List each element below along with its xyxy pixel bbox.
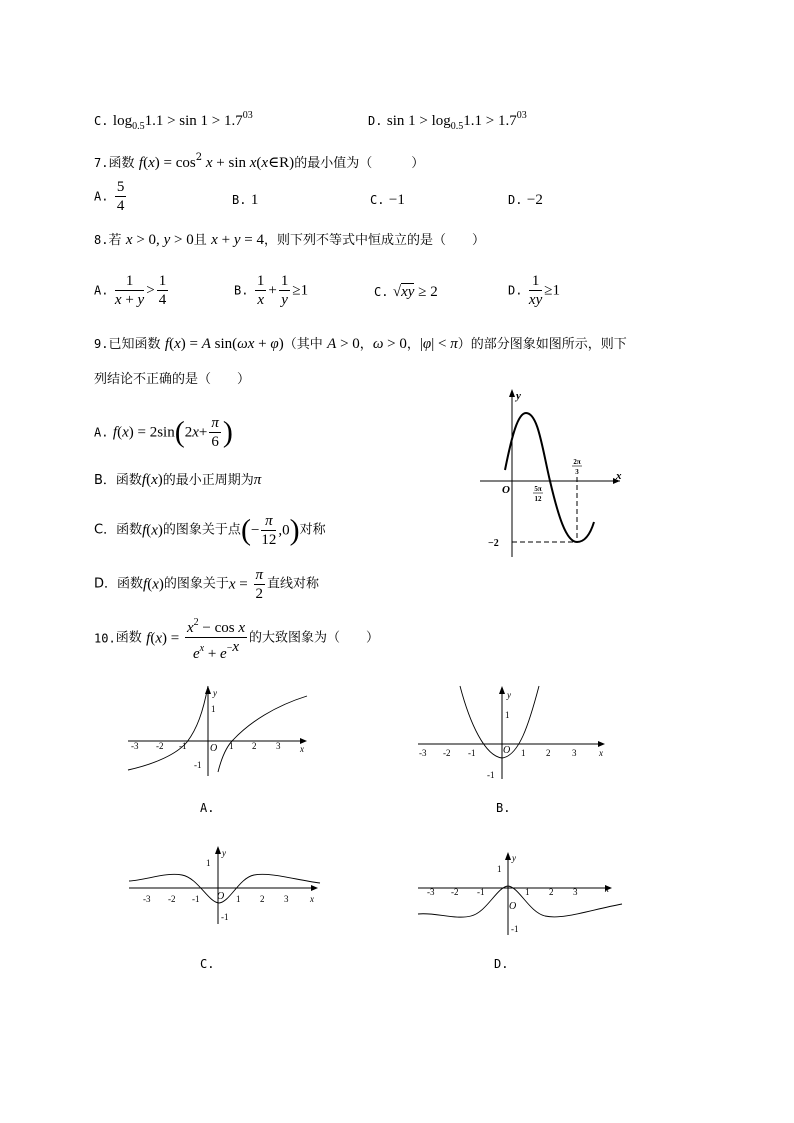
q8-stem: 8.若 x > 0, y > 0且 x + y = 4，则下列不等式中恒成立的是（ ） (94, 232, 485, 248)
q9-tick-2pi3: 2π (573, 458, 581, 466)
svg-text:1: 1 (505, 710, 510, 720)
q7-function: f (138, 155, 144, 171)
svg-text:-1: -1 (468, 748, 476, 758)
q7-option-a[interactable]: A. $\frac{5}{4}$ (94, 179, 125, 214)
svg-text:O: O (509, 901, 517, 912)
q9-tick-5pi12: 5π (534, 485, 542, 493)
svg-text:1: 1 (525, 887, 530, 897)
svg-text:1: 1 (229, 741, 234, 751)
svg-text:2: 2 (549, 887, 554, 897)
svg-text:2: 2 (260, 894, 265, 904)
q9-stem-line2: 列结论不正确的是（ ） (94, 372, 251, 387)
svg-text:-1: -1 (194, 760, 202, 770)
svg-text:-1: -1 (192, 894, 200, 904)
svg-text:-2: -2 (451, 887, 459, 897)
svg-text:O: O (210, 743, 218, 754)
q9-curve (505, 413, 594, 542)
svg-text:-2: -2 (443, 748, 451, 758)
q10-caption-a: A. (200, 801, 215, 815)
q6-option-d-math: $\sin 1 > \log_{0.5}1.1 > 1.7^{03}$ (386, 110, 527, 132)
q9-option-a[interactable]: A. f(x) = 2sin(2x+ $\frac{\pi}{6}$ ) (94, 415, 233, 450)
svg-text:-1: -1 (511, 924, 519, 934)
svg-text:-1: -1 (487, 770, 495, 780)
q6-option-c-math: $\log_{0.5}1.1 > \sin 1 > 1.7^{03}$ (112, 110, 253, 132)
svg-text:3: 3 (284, 894, 289, 904)
q6-option-d[interactable]: D. $\sin 1 > \log_{0.5}1.1 > 1.7^{03}$ (368, 110, 527, 132)
svg-text:-1: -1 (179, 741, 187, 751)
svg-text:x: x (310, 894, 314, 904)
q6-option-c[interactable]: C. $\log_{0.5}1.1 > \sin 1 > 1.7^{03}$ (94, 110, 253, 132)
q9-stem-line1: 9.已知函数 f(x) = A sin(ωx + φ)（其中 A > 0，ω > 0，|φ| < π）的部分图象如图所示，则下 (94, 336, 627, 352)
svg-text:12: 12 (534, 495, 542, 503)
q8-option-b[interactable]: B. $\frac{1}{x}$ + $\frac{1}{y}$ ≥1 (234, 273, 309, 308)
svg-text:x: x (605, 884, 609, 894)
svg-text:2: 2 (252, 741, 257, 751)
q9-y-arrow (509, 389, 515, 397)
svg-text:x: x (599, 748, 603, 758)
q8-option-a[interactable]: A. $\frac{1}{x + y}$ > $\frac{1}{4}$ (94, 273, 167, 308)
svg-text:O: O (217, 891, 225, 902)
svg-text:-3: -3 (131, 741, 139, 751)
svg-text:-2: -2 (168, 894, 176, 904)
q7-option-c[interactable]: C. −1 (370, 192, 405, 208)
svg-text:3: 3 (572, 748, 577, 758)
svg-text:1: 1 (236, 894, 241, 904)
svg-text:O: O (503, 745, 511, 756)
svg-text:3: 3 (575, 468, 579, 476)
q10-graph-d (415, 850, 625, 935)
q10-caption-d: D. (494, 957, 509, 971)
svg-text:1: 1 (206, 858, 211, 868)
q9-graph (478, 385, 628, 560)
q10-caption-c: C. (200, 957, 215, 971)
q8-option-c[interactable]: C. √xy ≥ 2 (374, 284, 438, 300)
svg-text:-2: -2 (156, 741, 164, 751)
svg-text:1: 1 (211, 704, 216, 714)
svg-text:-3: -3 (419, 748, 427, 758)
svg-text:1: 1 (497, 864, 502, 874)
q9-x-label: x (616, 470, 622, 482)
svg-text:-1: -1 (221, 912, 229, 922)
svg-text:3: 3 (573, 887, 578, 897)
svg-text:y: y (222, 848, 226, 858)
svg-text:y: y (512, 853, 516, 863)
q9-origin: O (502, 484, 510, 496)
q9-option-d[interactable]: D．函数f(x)的图象关于x = $\frac{\pi}{2}$ 直线对称 (94, 567, 320, 602)
q10-stem: 10.函数 f(x) = $\frac{x^2 - \cos x}{e^x + e^{-x}}$ 的大致图象为（ ） (94, 614, 379, 663)
q9-option-c[interactable]: C．函数f(x)的图象关于点(− $\frac{\pi}{12}$ ,0)对称 (94, 513, 326, 548)
svg-text:-1: -1 (477, 887, 485, 897)
svg-text:x: x (300, 744, 304, 754)
q10-graph-c (126, 844, 321, 924)
q7-option-d[interactable]: D. −2 (508, 192, 543, 208)
svg-text:3: 3 (276, 741, 281, 751)
svg-text:-3: -3 (143, 894, 151, 904)
q9-y-label: y (516, 390, 521, 402)
q9-option-b[interactable]: B．函数f(x)的最小正周期为π (94, 472, 262, 488)
svg-text:1: 1 (521, 748, 526, 758)
q7-stem: 7.函数 $f(x) = \cos^2 x + \sin$ x(x∈R)的最小值为（ ） (94, 152, 425, 171)
q10-graph-b (415, 684, 610, 779)
svg-text:2: 2 (546, 748, 551, 758)
svg-text:y: y (507, 690, 511, 700)
svg-text:y: y (213, 688, 217, 698)
q10-caption-b: B. (496, 801, 511, 815)
q7-option-b[interactable]: B. 1 (232, 192, 259, 208)
q10-graph-a (125, 684, 310, 779)
q9-ymin-label: −2 (488, 538, 499, 549)
svg-text:-3: -3 (427, 887, 435, 897)
q8-option-d[interactable]: D. $\frac{1}{xy}$ ≥1 (508, 273, 560, 308)
